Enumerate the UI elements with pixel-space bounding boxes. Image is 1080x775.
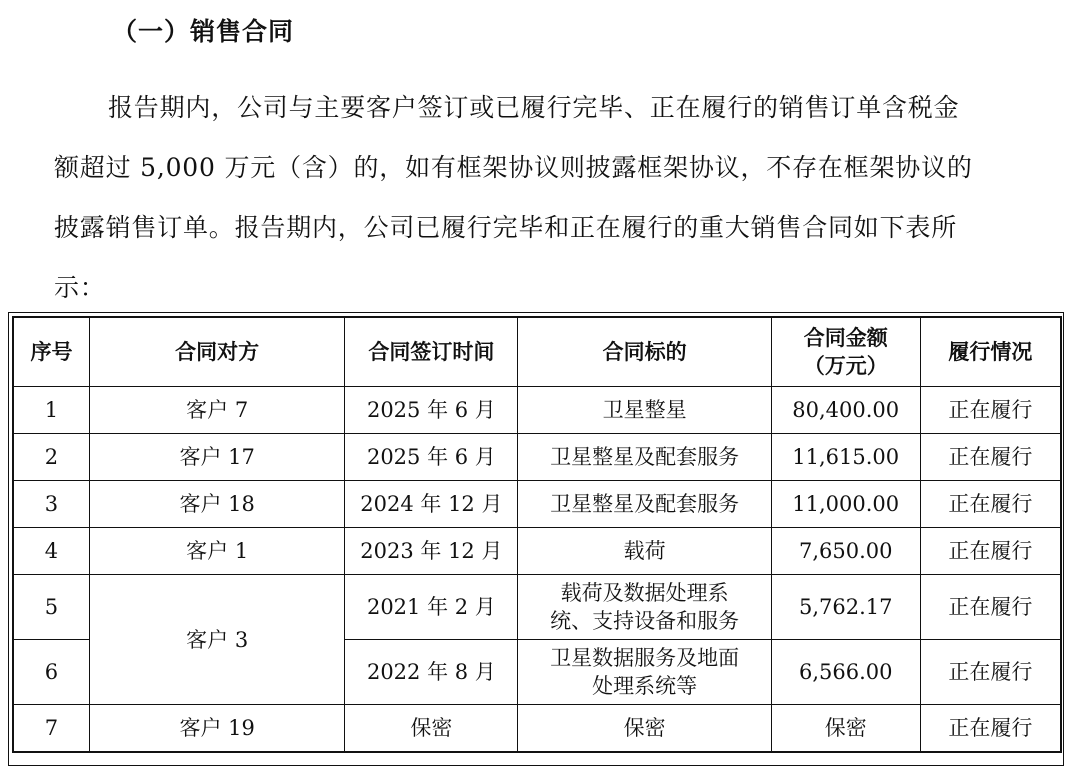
cell-signing-date: 2025 年 6 月 <box>345 387 518 434</box>
sales-contracts-table <box>12 316 1062 753</box>
cell-subject: 卫星整星 <box>518 387 771 434</box>
cell-index: 7 <box>13 705 89 753</box>
cell-status: 正在履行 <box>920 575 1061 640</box>
cell-subject-line: 卫星数据服务及地面 <box>550 646 740 670</box>
paragraph-line: 报告期内，公司与主要客户签订或已履行完毕、正在履行的销售订单含税金 <box>108 93 960 122</box>
cell-signing-date: 2025 年 6 月 <box>345 434 518 481</box>
cell-signing-date: 2024 年 12 月 <box>345 481 518 528</box>
cell-signing-date: 2022 年 8 月 <box>345 640 518 705</box>
cell-subject-line: 载荷及数据处理系 <box>560 581 729 605</box>
cell-amount: 6,566.00 <box>771 640 920 705</box>
table-row <box>13 434 1061 481</box>
table-row <box>13 387 1061 434</box>
table-header-row <box>13 317 1061 387</box>
cell-amount: 80,400.00 <box>771 387 920 434</box>
cell-index: 4 <box>13 528 89 575</box>
cell-status: 正在履行 <box>920 481 1061 528</box>
table-row <box>13 481 1061 528</box>
header-amount-line2: （万元） <box>803 354 888 378</box>
cell-index: 5 <box>13 575 89 640</box>
header-index: 序号 <box>13 317 89 387</box>
cell-subject <box>518 575 771 640</box>
cell-index: 1 <box>13 387 89 434</box>
header-signing-date: 合同签订时间 <box>345 317 518 387</box>
cell-status: 正在履行 <box>920 387 1061 434</box>
cell-signing-date: 2023 年 12 月 <box>345 528 518 575</box>
intro-paragraph <box>54 78 1044 318</box>
cell-index: 6 <box>13 640 89 705</box>
cell-signing-date: 2021 年 2 月 <box>345 575 518 640</box>
cell-amount: 保密 <box>771 705 920 753</box>
cell-status: 正在履行 <box>920 528 1061 575</box>
paragraph-line: 额超过 5,000 万元（含）的，如有框架协议则披露框架协议，不存在框架协议的 <box>54 153 973 182</box>
header-subject: 合同标的 <box>518 317 771 387</box>
cell-status: 正在履行 <box>920 705 1061 753</box>
section-heading: （一）销售合同 <box>112 17 295 46</box>
cell-subject: 保密 <box>518 705 771 753</box>
cell-amount: 5,762.17 <box>771 575 920 640</box>
table-row <box>13 528 1061 575</box>
header-amount <box>771 317 920 387</box>
cell-status: 正在履行 <box>920 434 1061 481</box>
cell-status: 正在履行 <box>920 640 1061 705</box>
paragraph-line: 示： <box>54 273 106 302</box>
cell-amount: 7,650.00 <box>771 528 920 575</box>
cell-subject <box>518 640 771 705</box>
cell-index: 3 <box>13 481 89 528</box>
cell-counterparty: 客户 17 <box>89 434 344 481</box>
cell-counterparty: 客户 19 <box>89 705 344 753</box>
cell-counterparty: 客户 7 <box>89 387 344 434</box>
cell-amount: 11,000.00 <box>771 481 920 528</box>
paragraph-line: 披露销售订单。报告期内，公司已履行完毕和正在履行的重大销售合同如下表所 <box>54 213 958 242</box>
cell-subject: 载荷 <box>518 528 771 575</box>
cell-subject-line: 处理系统等 <box>592 674 698 698</box>
cell-counterparty: 客户 18 <box>89 481 344 528</box>
header-status: 履行情况 <box>920 317 1061 387</box>
cell-subject-line: 统、支持设备和服务 <box>550 609 740 633</box>
cell-amount: 11,615.00 <box>771 434 920 481</box>
header-amount-line1: 合同金额 <box>803 326 888 350</box>
table-row <box>13 575 1061 640</box>
cell-signing-date: 保密 <box>345 705 518 753</box>
cell-index: 2 <box>13 434 89 481</box>
cell-subject: 卫星整星及配套服务 <box>518 481 771 528</box>
table-row <box>13 705 1061 753</box>
cell-counterparty-merged: 客户 3 <box>89 575 344 705</box>
cell-counterparty: 客户 1 <box>89 528 344 575</box>
header-counterparty: 合同对方 <box>89 317 344 387</box>
cell-subject: 卫星整星及配套服务 <box>518 434 771 481</box>
